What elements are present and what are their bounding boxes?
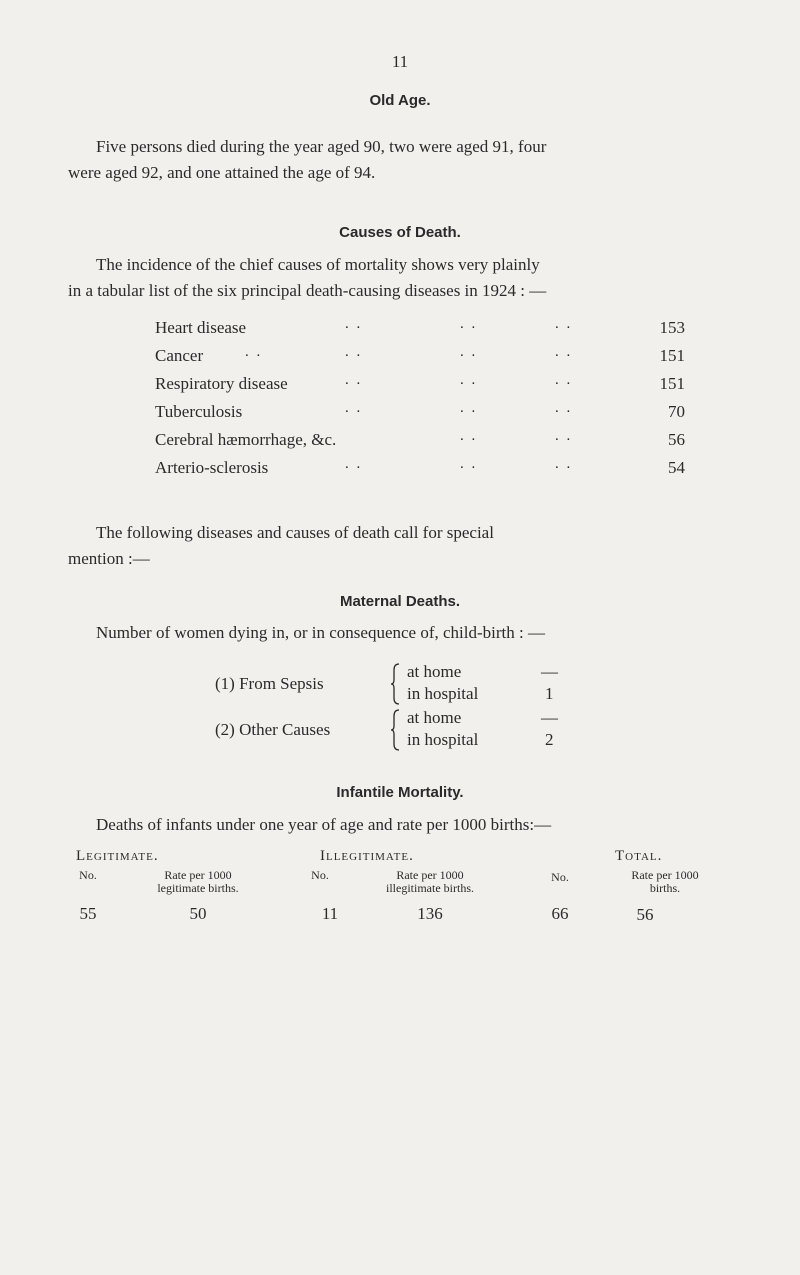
at-home-label: at home [407, 662, 462, 681]
leader-dots: . . [345, 344, 363, 360]
in-hospital-label: in hospital [407, 684, 479, 703]
rate-label-2: births. [649, 881, 681, 895]
maternal-intro [68, 620, 733, 646]
cause-value: 54 [668, 458, 685, 477]
no-label: No. [311, 868, 329, 882]
infantile-intro-line: Deaths of infants under one year of age and rate per 1000 births:— [96, 815, 552, 834]
total-group [535, 848, 735, 928]
leader-dots: . . [460, 456, 478, 472]
count-value: 55 [79, 904, 97, 923]
rate-label-1: Rate per 1000 [396, 868, 464, 882]
leader-dots: . . [460, 428, 478, 444]
brace-icon [391, 708, 401, 752]
leader-dots: . . [555, 456, 573, 472]
maternal-heading: Maternal Deaths. [339, 593, 461, 610]
leader-dots: . . [555, 428, 573, 444]
count-value: 66 [551, 904, 569, 923]
leader-dots: . . [460, 344, 478, 360]
leader-dots: . . [555, 316, 573, 332]
count-value: 11 [321, 904, 339, 923]
rate-label-2: legitimate births. [157, 881, 239, 895]
at-home-value: — [541, 708, 558, 727]
at-home-label: at home [407, 708, 462, 727]
old-age-line-2: were aged 92, and one attained the age of 94. [68, 163, 376, 182]
leader-dots: . . [345, 316, 363, 332]
leader-dots: . . [345, 456, 363, 472]
cause-row [155, 458, 685, 484]
leader-dots: . . [460, 316, 478, 332]
group-title: Illegitimate. [320, 848, 414, 864]
leader-dots: . . [460, 400, 478, 416]
maternal-cause-label: (2) Other Causes [215, 720, 331, 739]
leader-dots: . . [555, 372, 573, 388]
cause-label: Heart disease [155, 318, 247, 337]
causes-line-2: in a tabular list of the six principal death-causing diseases in 1924 : — [68, 281, 547, 300]
cause-value: 56 [668, 430, 685, 449]
cause-value: 151 [659, 346, 685, 365]
leader-dots: . . [555, 344, 573, 360]
special-mention-paragraph [68, 520, 733, 572]
cause-row [155, 318, 685, 344]
cause-row [155, 374, 685, 400]
rate-value: 136 [417, 904, 443, 923]
causes-heading: Causes of Death. [339, 224, 461, 241]
rate-label-2: illegitimate births. [386, 881, 474, 895]
in-hospital-value: 1 [545, 684, 554, 703]
rate-label-1: Rate per 1000 [631, 868, 699, 882]
maternal-group [215, 662, 575, 708]
cause-label: Arterio-sclerosis [155, 458, 269, 477]
old-age-heading: Old Age. [369, 92, 431, 109]
cause-value: 70 [668, 402, 685, 421]
causes-line-1: The incidence of the chief causes of mortality shows very plainly [96, 255, 540, 274]
maternal-group [215, 708, 575, 754]
cause-label: Cerebral hæmorrhage, &c. [155, 430, 337, 449]
rate-value: 50 [189, 904, 207, 923]
cause-row [155, 430, 685, 456]
old-age-paragraph [68, 134, 733, 186]
brace-icon [391, 662, 401, 706]
special-line-2: mention :— [68, 549, 150, 568]
leader-dots: . . [555, 400, 573, 416]
special-line-1: The following diseases and causes of death call for special [96, 523, 494, 542]
causes-paragraph [68, 252, 733, 304]
cause-label: Cancer [155, 346, 204, 365]
cause-row [155, 346, 685, 372]
group-title: Legitimate. [76, 848, 159, 864]
in-hospital-label: in hospital [407, 730, 479, 749]
infantile-heading: Infantile Mortality. [336, 784, 464, 801]
page-number: 11 [391, 52, 409, 71]
cause-row [155, 402, 685, 428]
at-home-value: — [541, 662, 558, 681]
leader-dots: . . [460, 372, 478, 388]
no-label: No. [551, 870, 569, 884]
illegitimate-group [300, 848, 515, 928]
old-age-line-1: Five persons died during the year aged 90, two were aged 91, four [96, 137, 547, 156]
rate-label-1: Rate per 1000 [164, 868, 232, 882]
maternal-intro-line: Number of women dying in, or in consequence of, child-birth : — [96, 623, 545, 642]
in-hospital-value: 2 [545, 730, 554, 749]
cause-label: Tuberculosis [155, 402, 243, 421]
leader-dots: . . [345, 400, 363, 416]
cause-label: Respiratory disease [155, 374, 288, 393]
no-label: No. [79, 868, 97, 882]
cause-value: 153 [659, 318, 685, 337]
infantile-intro [68, 812, 733, 838]
legitimate-group [68, 848, 283, 928]
group-title: Total. [615, 848, 663, 864]
leader-dots: . . [245, 344, 263, 360]
leader-dots: . . [345, 372, 363, 388]
rate-value: 56 [636, 905, 654, 924]
cause-value: 151 [659, 374, 685, 393]
maternal-cause-label: (1) From Sepsis [215, 674, 324, 693]
